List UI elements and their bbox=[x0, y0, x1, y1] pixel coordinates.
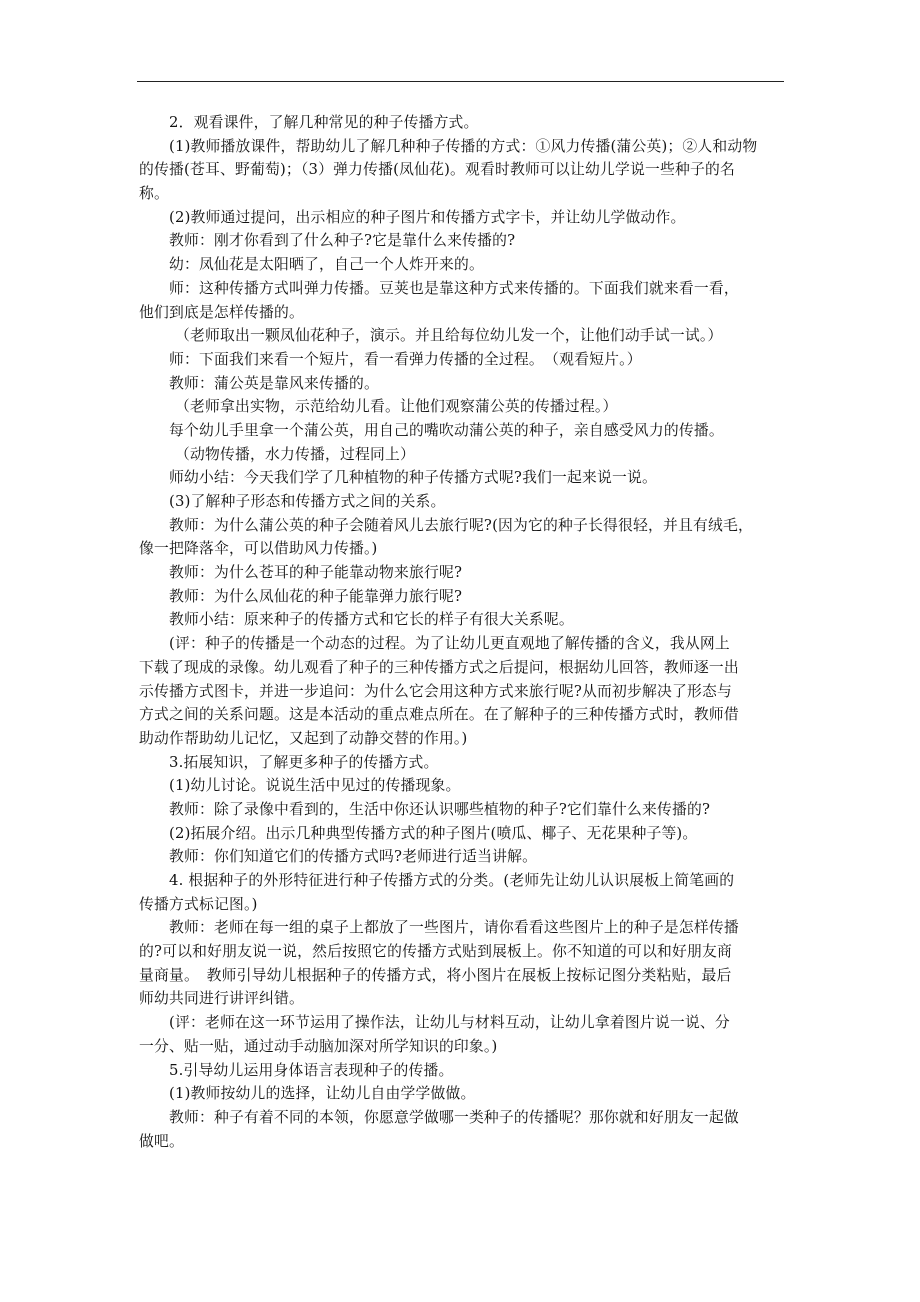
document-body bbox=[139, 111, 785, 1153]
text-line: （动物传播，水力传播，过程同上） bbox=[175, 445, 415, 463]
text-line: 传播方式标记图。) bbox=[139, 895, 258, 913]
text-line: 教师：为什么蒲公英的种子会随着风儿去旅行呢?(因为它的种子长得很轻，并且有绒毛， bbox=[169, 516, 753, 534]
text-line: (1)教师按幼儿的选择，让幼儿自由学学做做。 bbox=[169, 1085, 476, 1103]
text-line: 幼：凤仙花是太阳晒了，自己一个人炸开来的。 bbox=[169, 256, 484, 274]
text-line: 教师小结：原来种子的传播方式和它长的样子有很大关系呢。 bbox=[169, 611, 574, 629]
text-line: 量商量。 教师引导幼儿根据种子的传播方式，将小图片在展板上按标记图分类粘贴，最后 bbox=[139, 966, 732, 984]
text-line: 教师：蒲公英是靠风来传播的。 bbox=[169, 374, 379, 392]
text-line: 师幼共同进行讲评纠错。 bbox=[139, 990, 304, 1008]
text-line: 方式之间的关系问题。这是本活动的重点难点所在。在了解种子的三种传播方式时，教师借 bbox=[139, 706, 739, 724]
text-line: 的传播(苍耳、野葡萄)；（3）弹力传播(凤仙花)。观看时教师可以让幼儿学说一些种子的名 bbox=[139, 161, 735, 179]
text-line: 教师：为什么苍耳的种子能靠动物来旅行呢? bbox=[169, 564, 463, 582]
text-line: 下载了现成的录像。幼儿观看了种子的三种传播方式之后提问，根据幼儿回答，教师逐一出 bbox=[139, 658, 739, 676]
text-line: 他们到底是怎样传播的。 bbox=[139, 303, 304, 321]
text-line: 教师：老师在每一组的桌子上都放了一些图片，请你看看这些图片上的种子是怎样传播 bbox=[169, 919, 739, 937]
text-line: (评：老师在这一环节运用了操作法，让幼儿与材料互动，让幼儿拿着图片说一说、分 bbox=[169, 1014, 730, 1032]
text-line: 每个幼儿手里拿一个蒲公英，用自己的嘴吹动蒲公英的种子，亲自感受风力的传播。 bbox=[169, 421, 724, 439]
text-line: 一分、贴一贴，通过动手动脑加深对所学知识的印象。) bbox=[139, 1037, 498, 1055]
header-rule bbox=[137, 81, 784, 82]
text-line: 2．观看课件，了解几种常见的种子传播方式。 bbox=[169, 114, 479, 131]
text-line: （老师拿出实物，示范给幼儿看。让他们观察蒲公英的传播过程。） bbox=[175, 398, 618, 416]
text-line: (3)了解种子形态和传播方式之间的关系。 bbox=[169, 493, 446, 510]
text-line: 教师：种子有着不同的本领，你愿意学做哪一类种子的传播呢？那你就和好朋友一起做 bbox=[169, 1108, 739, 1126]
text-line: 4. 根据种子的外形特征进行种子传播方式的分类。(老师先让幼儿认识展板上简笔画的 bbox=[169, 872, 735, 889]
text-line: 教师：你们知道它们的传播方式吗?老师进行适当讲解。 bbox=[169, 848, 538, 866]
text-line: 像一把降落伞，可以借助风力传播。) bbox=[139, 540, 378, 558]
text-line: 的?可以和好朋友说一说，然后按照它的传播方式贴到展板上。你不知道的可以和好朋友商 bbox=[139, 943, 733, 961]
text-line: （老师取出一颗凤仙花种子，演示。并且给每位幼儿发一个，让他们动手试一试。） bbox=[175, 327, 723, 345]
text-line: 教师：除了录像中看到的，生活中你还认识哪些植物的种子?它们靠什么来传播的? bbox=[169, 800, 711, 818]
text-line: 师：下面我们来看一个短片，看一看弹力传播的全过程。 （观看短片。） bbox=[169, 350, 642, 368]
text-line: 师：这种传播方式叫弹力传播。豆荚也是靠这种方式来传播的。下面我们就来看一看， bbox=[169, 279, 739, 297]
text-line: 教师：刚才你看到了什么种子?它是靠什么来传播的? bbox=[169, 232, 516, 250]
text-line: 师幼小结：今天我们学了几种植物的种子传播方式呢?我们一起来说一说。 bbox=[169, 469, 658, 487]
text-line: 称。 bbox=[139, 185, 169, 203]
text-line: 助动作帮助幼儿记忆，又起到了动静交替的作用。) bbox=[139, 729, 468, 747]
text-line: 教师：为什么凤仙花的种子能靠弹力旅行呢? bbox=[169, 587, 463, 605]
text-line: 5.引导幼儿运用身体语言表现种子的传播。 bbox=[169, 1061, 454, 1079]
text-line: (2)教师通过提问，出示相应的种子图片和传播方式字卡，并让幼儿学做动作。 bbox=[169, 208, 686, 226]
text-line: 示传播方式图卡，并进一步追问：为什么它会用这种方式来旅行呢?从而初步解决了形态与 bbox=[139, 682, 733, 700]
text-line: 3.拓展知识，了解更多种子的传播方式。 bbox=[169, 753, 439, 771]
text-line: (1)幼儿讨论。说说生活中见过的传播现象。 bbox=[169, 777, 461, 795]
text-line: 做吧。 bbox=[139, 1132, 184, 1150]
text-line: (1)教师播放课件，帮助幼儿了解几种种子传播的方式：①风力传播(蒲公英)；②人和动物 bbox=[169, 137, 758, 155]
text-line: (2)拓展介绍。出示几种典型传播方式的种子图片(喷瓜、椰子、无花果种子等)。 bbox=[169, 824, 698, 842]
text-line: (评：种子的传播是一个动态的过程。为了让幼儿更直观地了解传播的含义，我从网上 bbox=[169, 635, 730, 653]
